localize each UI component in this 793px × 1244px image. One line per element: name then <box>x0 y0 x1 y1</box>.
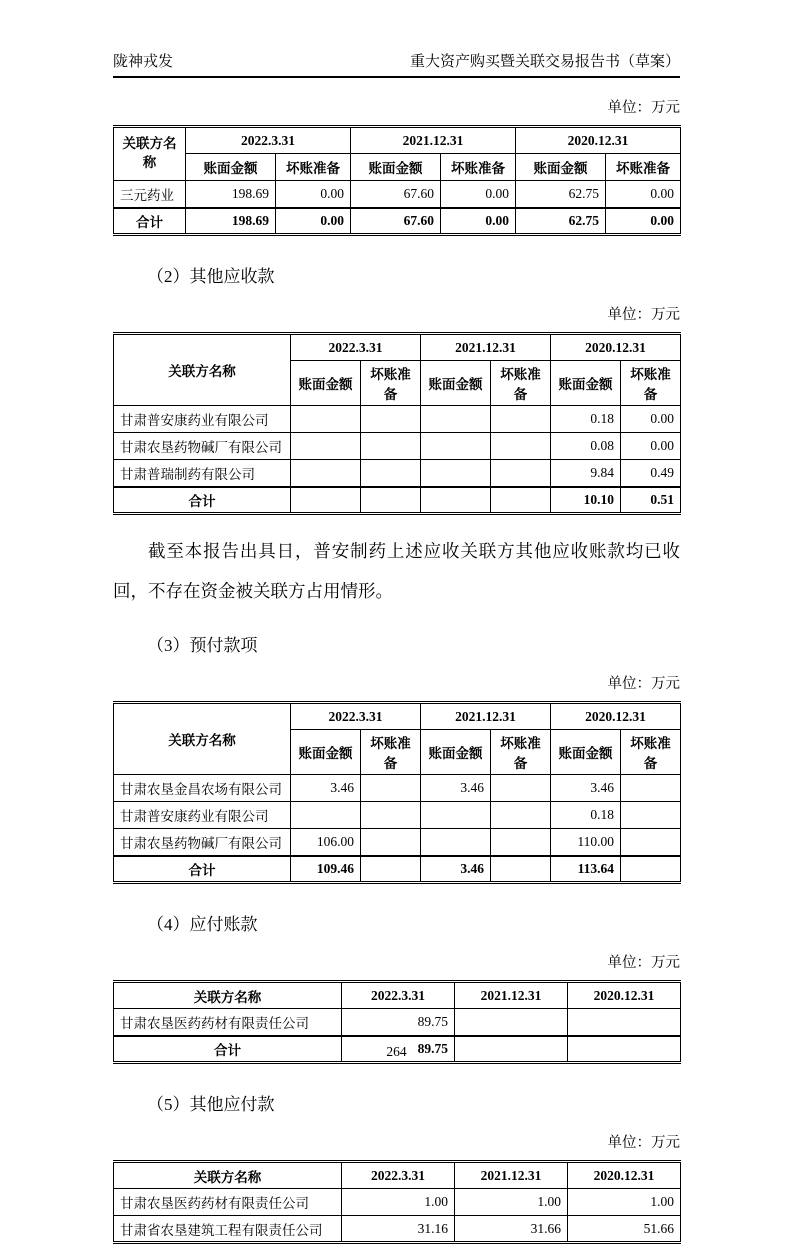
col-subheader-amount: 账面金额 <box>551 730 621 775</box>
total-cell: 0.00 <box>441 208 516 235</box>
cell <box>621 802 681 829</box>
total-label: 合计 <box>114 856 291 883</box>
row-name: 甘肃农垦医药药材有限责任公司 <box>114 1009 342 1036</box>
row-name: 三元药业 <box>114 181 186 208</box>
cell <box>421 829 491 856</box>
cell <box>421 802 491 829</box>
col-subheader-provision: 坏账准备 <box>491 730 551 775</box>
col-header-name: 关联方名称 <box>114 127 186 181</box>
cell <box>291 802 361 829</box>
table-row <box>114 181 681 208</box>
cell: 0.49 <box>621 460 681 487</box>
cell: 0.18 <box>551 406 621 433</box>
col-subheader-provision: 坏账准备 <box>276 154 351 181</box>
cell: 3.46 <box>421 775 491 802</box>
cell <box>361 775 421 802</box>
col-header-period: 2022.3.31 <box>342 982 455 1009</box>
col-header-period: 2020.12.31 <box>551 334 681 361</box>
total-label: 合计 <box>114 208 186 235</box>
cell <box>621 829 681 856</box>
row-name: 甘肃农垦金昌农场有限公司 <box>114 775 291 802</box>
total-cell <box>491 487 551 514</box>
report-header <box>113 50 680 78</box>
cell: 51.66 <box>568 1216 681 1243</box>
col-subheader-provision: 坏账准备 <box>491 361 551 406</box>
cell: 0.00 <box>621 406 681 433</box>
cell <box>361 406 421 433</box>
cell: 0.00 <box>606 181 681 208</box>
report-title: 重大资产购买暨关联交易报告书（草案） <box>409 54 680 70</box>
total-row <box>114 208 681 235</box>
col-subheader-amount: 账面金额 <box>421 361 491 406</box>
cell <box>491 775 551 802</box>
row-name: 甘肃省农垦建筑工程有限责任公司 <box>114 1216 342 1243</box>
row-name: 甘肃普安康药业有限公司 <box>114 406 291 433</box>
prepayments-table <box>113 701 681 884</box>
col-header-period: 2022.3.31 <box>291 334 421 361</box>
cell <box>455 1009 568 1036</box>
total-cell <box>621 856 681 883</box>
col-header-period: 2020.12.31 <box>551 703 681 730</box>
cell: 0.00 <box>276 181 351 208</box>
col-subheader-provision: 坏账准备 <box>606 154 681 181</box>
cell: 67.60 <box>351 181 441 208</box>
cell: 1.00 <box>342 1189 455 1216</box>
col-header-period: 2022.3.31 <box>342 1162 455 1189</box>
unit-label: 单位：万元 <box>607 1135 680 1151</box>
col-subheader-provision: 坏账准备 <box>361 361 421 406</box>
cell <box>361 829 421 856</box>
cell <box>568 1009 681 1036</box>
cell: 0.00 <box>441 181 516 208</box>
table-row <box>114 775 681 802</box>
total-row <box>114 487 681 514</box>
unit-label: 单位：万元 <box>607 676 680 692</box>
col-subheader-provision: 坏账准备 <box>441 154 516 181</box>
cell <box>491 406 551 433</box>
table-row <box>114 460 681 487</box>
col-subheader-amount: 账面金额 <box>351 154 441 181</box>
section-heading-accounts-payable: （4）应付账款 <box>147 915 258 934</box>
table-row <box>114 829 681 856</box>
cell <box>291 406 361 433</box>
cell: 3.46 <box>291 775 361 802</box>
unit-label: 单位：万元 <box>607 100 680 116</box>
col-subheader-amount: 账面金额 <box>516 154 606 181</box>
total-label: 合计 <box>114 1036 342 1063</box>
col-header-name: 关联方名称 <box>114 334 291 406</box>
col-header-name: 关联方名称 <box>114 982 342 1009</box>
total-cell: 0.00 <box>606 208 681 235</box>
col-subheader-provision: 坏账准备 <box>621 361 681 406</box>
total-cell <box>491 856 551 883</box>
cell <box>361 433 421 460</box>
cell: 0.00 <box>621 433 681 460</box>
cell: 106.00 <box>291 829 361 856</box>
table-row <box>114 1216 681 1243</box>
col-subheader-amount: 账面金额 <box>421 730 491 775</box>
total-cell: 62.75 <box>516 208 606 235</box>
page-number: 264 <box>386 1044 407 1059</box>
col-subheader-provision: 坏账准备 <box>621 730 681 775</box>
table-row <box>114 1009 681 1036</box>
cell: 9.84 <box>551 460 621 487</box>
total-cell: 67.60 <box>351 208 441 235</box>
total-cell <box>421 487 491 514</box>
cell <box>421 460 491 487</box>
table-row <box>114 1189 681 1216</box>
total-cell <box>361 856 421 883</box>
total-cell: 109.46 <box>291 856 361 883</box>
col-subheader-amount: 账面金额 <box>291 730 361 775</box>
cell <box>491 460 551 487</box>
table-row <box>114 406 681 433</box>
cell: 110.00 <box>551 829 621 856</box>
cell <box>421 433 491 460</box>
cell: 0.18 <box>551 802 621 829</box>
cell: 3.46 <box>551 775 621 802</box>
other-payables-table <box>113 1160 681 1244</box>
cell <box>621 775 681 802</box>
row-name: 甘肃普安康药业有限公司 <box>114 802 291 829</box>
col-header-period: 2021.12.31 <box>455 982 568 1009</box>
col-subheader-amount: 账面金额 <box>291 361 361 406</box>
col-header-period: 2021.12.31 <box>351 127 516 154</box>
col-header-period: 2022.3.31 <box>291 703 421 730</box>
section-heading-other-receivables: （2）其他应收款 <box>147 267 275 286</box>
cell <box>491 802 551 829</box>
col-header-period: 2022.3.31 <box>186 127 351 154</box>
col-header-name: 关联方名称 <box>114 1162 342 1189</box>
cell: 198.69 <box>186 181 276 208</box>
cell: 31.16 <box>342 1216 455 1243</box>
section-heading-prepayments: （3）预付款项 <box>147 636 258 655</box>
cell: 62.75 <box>516 181 606 208</box>
col-subheader-amount: 账面金额 <box>186 154 276 181</box>
total-cell <box>361 487 421 514</box>
body-paragraph: 截至本报告出具日，普安制药上述应收关联方其他应收账款均已收回，不存在资金被关联方占用情形。 <box>113 541 680 601</box>
cell <box>491 829 551 856</box>
row-name: 甘肃农垦医药药材有限责任公司 <box>114 1189 342 1216</box>
total-cell: 3.46 <box>421 856 491 883</box>
receivables-table <box>113 125 681 236</box>
col-header-period: 2021.12.31 <box>421 703 551 730</box>
col-header-period: 2020.12.31 <box>568 1162 681 1189</box>
cell: 0.08 <box>551 433 621 460</box>
table-row <box>114 433 681 460</box>
total-cell: 113.64 <box>551 856 621 883</box>
other-receivables-table <box>113 332 681 515</box>
cell: 31.66 <box>455 1216 568 1243</box>
total-cell: 198.69 <box>186 208 276 235</box>
unit-label: 单位：万元 <box>607 955 680 971</box>
total-cell: 0.00 <box>276 208 351 235</box>
total-cell: 10.10 <box>551 487 621 514</box>
cell <box>361 460 421 487</box>
col-subheader-provision: 坏账准备 <box>361 730 421 775</box>
table-row <box>114 802 681 829</box>
col-header-period: 2020.12.31 <box>516 127 681 154</box>
col-header-name: 关联方名称 <box>114 703 291 775</box>
row-name: 甘肃普瑞制药有限公司 <box>114 460 291 487</box>
total-row <box>114 856 681 883</box>
cell <box>291 433 361 460</box>
cell <box>421 406 491 433</box>
col-subheader-amount: 账面金额 <box>551 361 621 406</box>
company-short-name: 陇神戎发 <box>113 54 174 70</box>
col-header-period: 2021.12.31 <box>455 1162 568 1189</box>
col-header-period: 2020.12.31 <box>568 982 681 1009</box>
cell: 1.00 <box>568 1189 681 1216</box>
col-header-period: 2021.12.31 <box>421 334 551 361</box>
section-heading-other-payables: （5）其他应付款 <box>147 1095 275 1114</box>
row-name: 甘肃农垦药物碱厂有限公司 <box>114 433 291 460</box>
total-label: 合计 <box>114 487 291 514</box>
unit-label: 单位：万元 <box>607 307 680 323</box>
total-cell: 89.75 <box>342 1036 455 1063</box>
cell <box>291 460 361 487</box>
row-name: 甘肃农垦药物碱厂有限公司 <box>114 829 291 856</box>
cell: 89.75 <box>342 1009 455 1036</box>
cell <box>361 802 421 829</box>
total-cell <box>291 487 361 514</box>
cell <box>491 433 551 460</box>
total-cell: 0.51 <box>621 487 681 514</box>
cell: 1.00 <box>455 1189 568 1216</box>
